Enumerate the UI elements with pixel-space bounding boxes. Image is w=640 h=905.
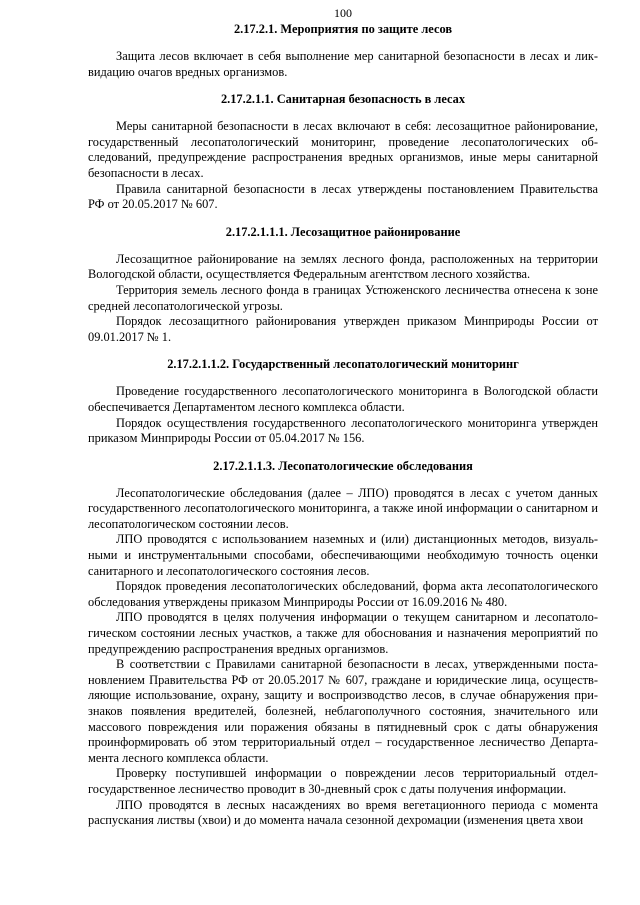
spacer: [88, 345, 598, 357]
section-heading: 2.17.2.1.1.3. Лесопатологические обследования: [213, 458, 473, 473]
paragraph: ЛПО проводятся в целях получения информации о текущем санитарном и лесопатологическом состоянии лесных участков, а также для обоснования и назначения мероприятий по предупреждению распространения вредных организмов.: [88, 610, 598, 656]
paragraph: Проверку поступившей информации о повреждении лесов территориальный отдел-государственное лесничество проводит в 30-дневный срок с даты получения информации.: [88, 766, 598, 796]
paragraph: ЛПО проводятся в лесных насаждениях во время вегетационного периода с момента распускания листвы (хвои) и до момента начала сезонной дехромации (изменения цвета хвои: [88, 797, 598, 828]
paragraph: Порядок осуществления государственного лесопатологического мониторинга утвержден приказом Минприроды России от 05.04.2017 № 156.: [88, 415, 598, 446]
spacer: [88, 37, 598, 49]
section-heading: 2.17.2.1. Мероприятия по защите лесов: [233, 22, 453, 36]
spacer: [88, 447, 598, 459]
section-heading: 2.17.2.1.1.1. Лесозащитное районирование: [225, 224, 461, 239]
document-body: [88, 22, 598, 829]
spacer: [88, 213, 598, 225]
paragraph: Проведение государственного лесопатологического мониторинга в Вологодской области обеспечивается Департаментом лесного комплекса области.: [88, 384, 598, 414]
spacer: [88, 80, 598, 92]
paragraph: Лесозащитное районирование на землях лесного фонда, расположенных на территории Вологодской области, осуществляется Федеральным агентством лесного хозяйства.: [88, 251, 598, 282]
paragraph: Порядок проведения лесопатологических обследований, форма акта лесопатологического обследования утверждены приказом Минприроды России от 16.09.2016 № 480.: [88, 579, 598, 609]
paragraph: ЛПО проводятся с использованием наземных и (или) дистанционных методов, визуальными и инструментальными способами, обеспечивающими необходимую точность оценки санитарного и лесопатологического состояния лесов.: [88, 532, 598, 578]
paragraph: Лесопатологические обследования (далее – ЛПО) проводятся в лесах с учетом данных государственного лесопатологического мониторинга, а также иной информации о санитарном и лесопатологическом состоянии лесов.: [88, 485, 598, 531]
spacer: [88, 474, 598, 486]
spacer: [88, 372, 598, 384]
paragraph: В соответствии с Правилами санитарной безопасности в лесах, утвержденными постановлением Правительства РФ от 20.05.2017 № 607, граждане и юридические лица, осуществляющие использование, охрану, защиту и воспроизводство лесов, в случае обнаружения признаков появления вредителей, болезней, неблагополучного состояния, значительного или массового повреждения или поражения обязаны в пятидневный срок с даты обнаружения проинформировать об этом территориальный отдел – государственное лесничество Департамента лесного комплекса области.: [88, 657, 598, 765]
paragraph: Правила санитарной безопасности в лесах утверждены постановлением Правительства РФ от 20.05.2017 № 607.: [88, 181, 598, 212]
paragraph: Порядок лесозащитного районирования утвержден приказом Минприроды России от 09.01.2017 № 1.: [88, 314, 598, 344]
paragraph: Защита лесов включает в себя выполнение мер санитарной безопасности в лесах и ликвидацию очагов вредных организмов.: [88, 49, 598, 79]
page-number: 100: [334, 6, 352, 20]
paragraph: Территория земель лесного фонда в границах Устюженского лесничества отнесена к зоне средней лесопатологической угрозы.: [88, 282, 598, 313]
spacer: [88, 107, 598, 119]
section-heading: 2.17.2.1.1. Санитарная безопасность в лесах: [220, 92, 466, 107]
spacer: [88, 240, 598, 252]
section-heading: 2.17.2.1.1.2. Государственный лесопатологический мониторинг: [167, 357, 519, 372]
paragraph: Меры санитарной безопасности в лесах включают в себя: лесозащитное районирование, государственный лесопатологический мониторинг, проведение лесопатологических обследований, предупреждение распространения вредных организмов, иные меры санитарной безопасности в лесах.: [88, 119, 598, 180]
